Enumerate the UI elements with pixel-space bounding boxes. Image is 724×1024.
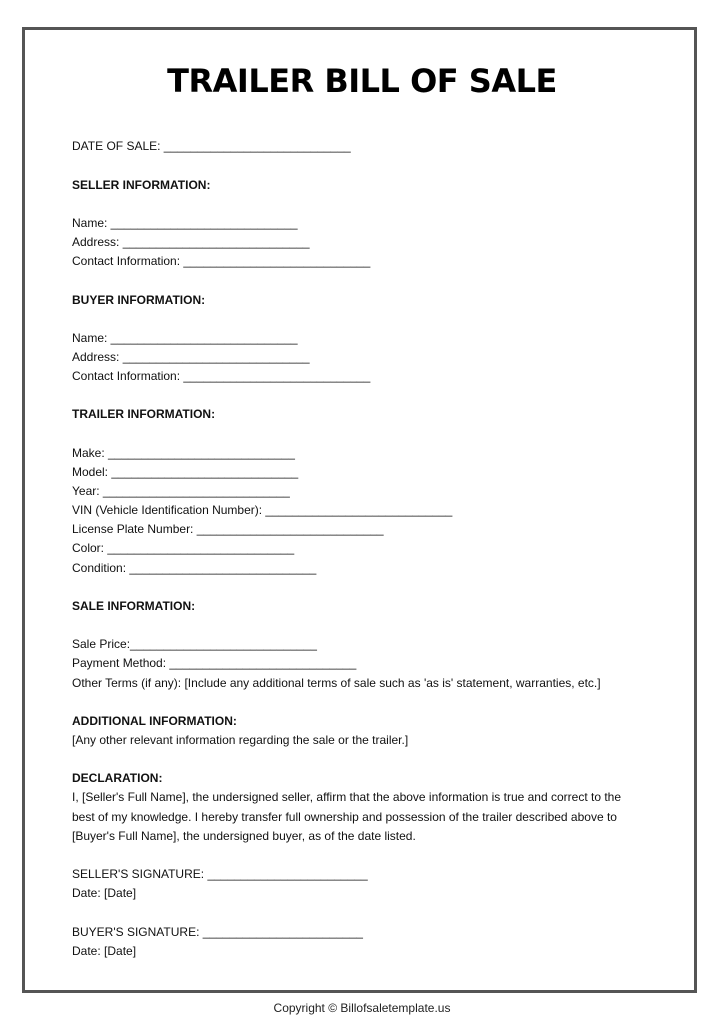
trailer-information-heading: TRAILER INFORMATION: <box>72 407 216 421</box>
buyer-name-field: Name: ____________________________ <box>72 331 298 345</box>
seller-information-heading: SELLER INFORMATION: <box>72 178 211 192</box>
buyer-signature-field: BUYER'S SIGNATURE: ________________________ <box>72 925 363 939</box>
buyer-information-heading: BUYER INFORMATION: <box>72 293 206 307</box>
trailer-condition-field: Condition: ____________________________ <box>72 561 317 575</box>
buyer-address-field: Address: ____________________________ <box>72 350 310 364</box>
other-terms-field: Other Terms (if any): [Include any additional terms of sale such as 'as is' statement, warranties, etc.] <box>72 676 601 690</box>
trailer-license-plate-field: License Plate Number: ____________________________ <box>72 522 384 536</box>
trailer-make-field: Make: ____________________________ <box>72 446 295 460</box>
seller-name-field: Name: ____________________________ <box>72 216 298 230</box>
date-of-sale-field: DATE OF SALE: ____________________________ <box>72 139 351 153</box>
buyer-signature-date: Date: [Date] <box>72 944 137 958</box>
buyer-contact-field: Contact Information: ____________________________ <box>72 369 371 383</box>
trailer-year-field: Year: ____________________________ <box>72 484 290 498</box>
document-title: TRAILER BILL OF SALE <box>167 62 557 100</box>
payment-method-field: Payment Method: ____________________________ <box>72 656 357 670</box>
seller-contact-field: Contact Information: ____________________________ <box>72 254 371 268</box>
copyright-footer: Copyright © Billofsaletemplate.us <box>273 1001 451 1015</box>
declaration-heading: DECLARATION: <box>72 771 163 785</box>
seller-signature-field: SELLER'S SIGNATURE: ________________________ <box>72 867 368 881</box>
seller-signature-date: Date: [Date] <box>72 886 137 900</box>
sale-information-heading: SALE INFORMATION: <box>72 599 196 613</box>
trailer-vin-field: VIN (Vehicle Identification Number): ____________________________ <box>72 503 453 517</box>
declaration-text: I, [Seller's Full Name], the undersigned seller, affirm that the above information is true and correct to the best of my knowledge. I hereby transfer full ownership and possession of the trailer described above to [Buyer's Full Name], the undersigned buyer, as of the date listed. <box>72 790 622 843</box>
seller-address-field: Address: ____________________________ <box>72 235 310 249</box>
trailer-model-field: Model: ____________________________ <box>72 465 299 479</box>
trailer-color-field: Color: ____________________________ <box>72 541 295 555</box>
additional-information-text: [Any other relevant information regarding the sale or the trailer.] <box>72 733 409 747</box>
additional-information-heading: ADDITIONAL INFORMATION: <box>72 714 237 728</box>
sale-price-field: Sale Price:____________________________ <box>72 637 317 651</box>
